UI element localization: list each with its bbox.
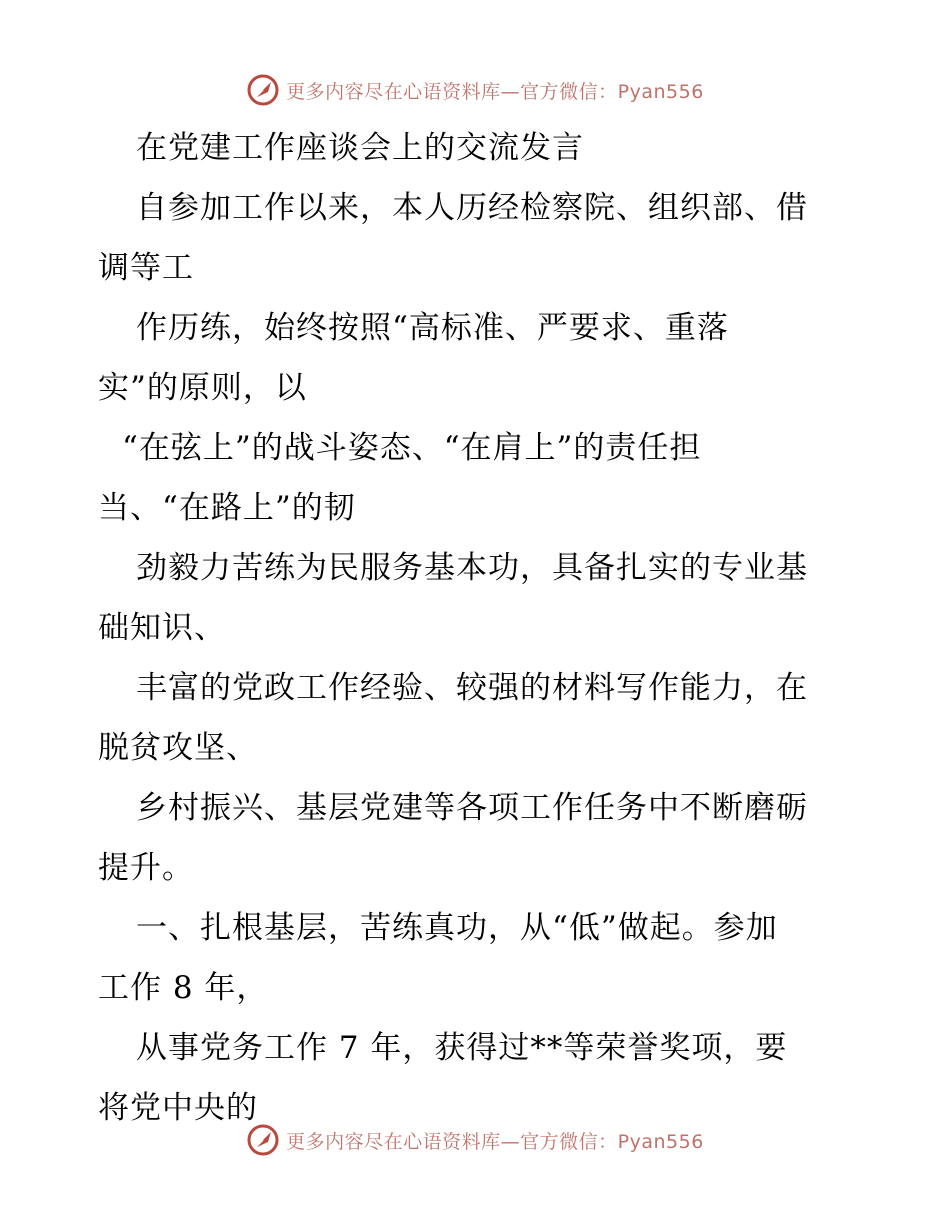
watermark-text: 更多内容尽在心语资料库—官方微信：Pyan556 <box>286 1130 704 1153</box>
text-line: 将党中央的 <box>98 1090 258 1126</box>
watermark-header <box>0 70 950 110</box>
section-heading-line: 一、扎根基层，苦练真功，从“低”做起。参加 <box>136 910 778 946</box>
text-line: 工作 8 年， <box>98 970 269 1006</box>
text-line: 提升。 <box>98 850 194 886</box>
text-line: 从事党务工作 7 年，获得过**等荣誉奖项，要 <box>136 1030 788 1066</box>
quill-logo-icon <box>246 73 280 107</box>
text-line: 实”的原则，以 <box>98 370 307 406</box>
text-line: 作历练，始终按照“高标准、严要求、重落 <box>136 310 729 346</box>
text-line: 自参加工作以来，本人历经检察院、组织部、借 <box>136 190 808 226</box>
quill-logo-icon <box>246 1123 280 1157</box>
text-line: 调等工 <box>98 250 194 286</box>
text-line: “在弦上”的战斗姿态、“在肩上”的责任担 <box>122 430 702 466</box>
text-line: 当、“在路上”的韧 <box>98 490 356 526</box>
text-line: 劲毅力苦练为民服务基本功，具备扎实的专业基 <box>136 550 808 586</box>
text-line: 脱贫攻坚、 <box>98 730 258 766</box>
text-line: 丰富的党政工作经验、较强的材料写作能力，在 <box>136 670 808 706</box>
document-title: 在党建工作座谈会上的交流发言 <box>136 130 584 166</box>
text-line: 乡村振兴、基层党建等各项工作任务中不断磨砺 <box>136 790 808 826</box>
document-body <box>98 118 858 1138</box>
text-line: 础知识、 <box>98 610 226 646</box>
watermark-text: 更多内容尽在心语资料库—官方微信：Pyan556 <box>286 80 704 103</box>
watermark-footer <box>0 1120 950 1160</box>
